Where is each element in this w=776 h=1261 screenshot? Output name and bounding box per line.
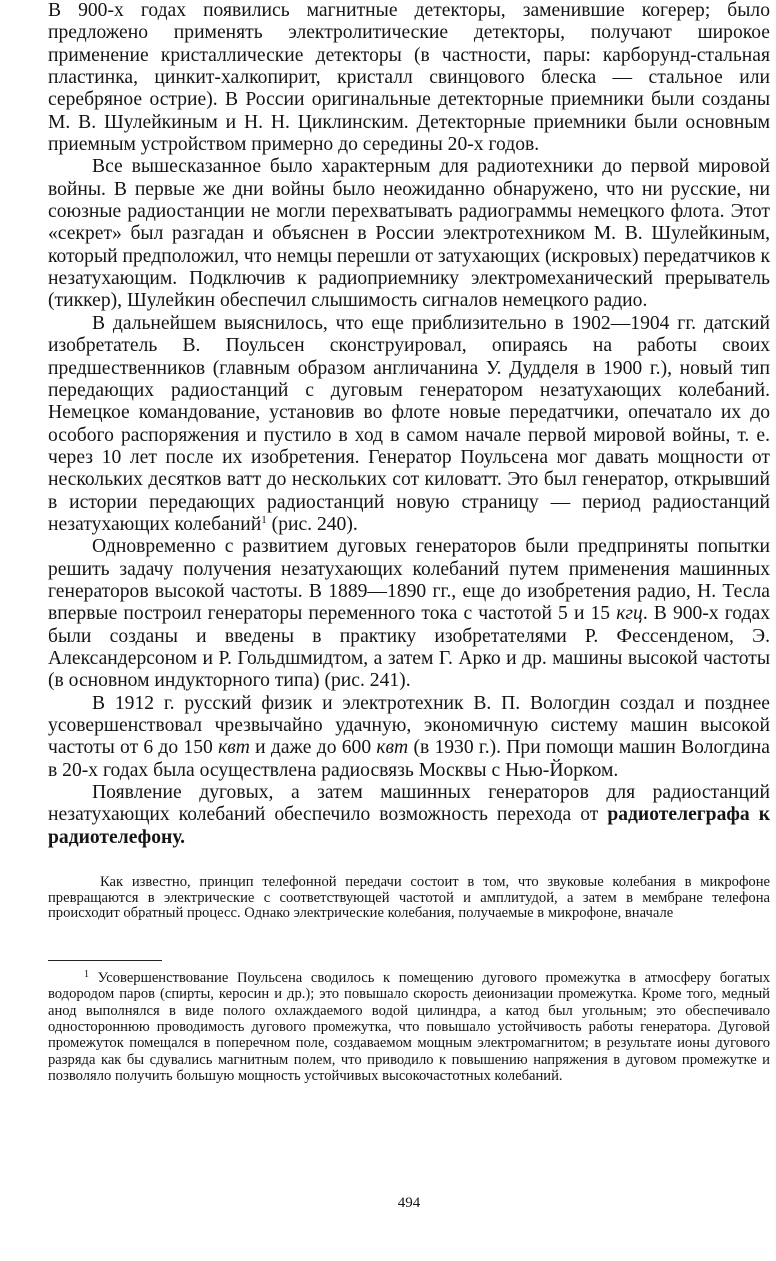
footnote-text: Усовершенствование Поульсена сводилось к помещению дугового промежутка в атмосферу богатых водородом паров (спирты, керосин и др.); это повышало скорость деионизации промежутка. Кроме того, медный анод выполнялся в виде полого охлаждаемого водой цилиндра, а катод был угольным; это обеспечивало одностороннюю проводимость дугового промежутка, что повышало устойчивость работы генератора. Дуговой промежуток помещался в поперечном поле, создаваемом мощным электромагнитом; в результате ионы дугового разряда как бы сдувались магнитным полем, что приводило к повышению напряжения в дуговом промежутке и позволяло получить большую мощность устойчивых высокочастотных колебаний.: [48, 969, 770, 1085]
footnote: [48, 967, 770, 1085]
small-print-paragraph: Как известно, принцип телефонной передачи состоит в том, что звуковые колебания в микрофоне превращаются в электрические с соответствующей частотой и амплитудой, а затем в мембране телефона происходит обратный процесс. Однако электрические колебания, получаемые в микрофоне, вначале: [48, 874, 770, 922]
footnote-reference: 1: [261, 513, 267, 526]
paragraph-poulsen: [48, 313, 770, 536]
main-text-body: [48, 0, 770, 849]
paragraph-machine-generators-text: Одновременно с развитием дуговых генераторов были предприняты попытки решить задачу получения незатухающих колебаний путем применения машинных генераторов высокой частоты. В 1889—1890 гг., еще до изобретения радио, Н. Тесла впервые построил генераторы переменного тока с частотой 5 и 15: [48, 536, 770, 625]
footnote-divider: [48, 960, 162, 961]
paragraph-machine-generators: [48, 536, 770, 692]
unit-kw-2: квт: [376, 737, 409, 759]
paragraph-poulsen-tail: (рис. 240).: [266, 513, 358, 535]
paragraph-radiotelephone-bold: радиотелеграфа к радиотелефону.: [48, 804, 770, 848]
paragraph-vologdin-tail: (в 1930 г.). При помощи машин Вологдина в 20-х годах была осуществлена радиосвязь Москвы с Нью-Йорком.: [48, 737, 770, 781]
paragraph-radiotelephone-text: Появление дуговых, а затем машинных генераторов для радиостанций незатухающих колебаний обеспечило возможность перехода от: [48, 782, 770, 826]
paragraph-machine-generators-tail: . В 900-х годах были созданы и введены в практику изобретателями Р. Фессенденом, Э. Александерсоном и Р. Гольдшмидтом, а затем Г. Арко и др. машины высокой частоты (в основном индукторного типа) (рис. 241).: [48, 603, 770, 692]
paragraph-detectors: В 900-х годах появились магнитные детекторы, заменившие когерер; было предложено применять электролитические детекторы, получают широкое применение кристаллические детекторы (в частности, пары: карборунд-стальная пластинка, цинкит-халкопирит, кристалл свинцового блеска — стальное или серебряное острие). В России оригинальные детекторные приемники были созданы М. В. Шулейкиным и Н. Н. Циклинским. Детекторные приемники были основным приемным устройством примерно до середины 20-х годов.: [48, 0, 770, 156]
paragraph-vologdin: [48, 693, 770, 782]
unit-kw-1: квт: [218, 737, 250, 759]
page-number: 494: [397, 1195, 421, 1211]
paragraph-war-secret: Все вышесказанное было характерным для радиотехники до первой мировой войны. В первые же дни войны было неожиданно обнаружено, что ни русские, ни союзные радиостанции не могли перехватывать радиограммы немецкого флота. Этот «секрет» был разгадан и объяснен в России электротехником М. В. Шулейкиным, который предположил, что немцы перешли от затухающих (искровых) передатчиков к незатухающим. Подключив к радиоприемнику электромеханический прерыватель (тиккер), Шулейкин обеспечил слышимость сигналов немецкого радио.: [48, 156, 770, 312]
paragraph-vologdin-text: В 1912 г. русский физик и электротехник В. П. Вологдин создал и позднее усовершенствовал чрезвычайно удачную, экономичную систему машин высокой частоты от 6 до 150: [48, 692, 770, 759]
paragraph-radiotelephone: [48, 782, 770, 849]
unit-khz: кгц: [616, 603, 643, 625]
paragraph-vologdin-mid: и даже до 600: [249, 737, 377, 759]
footnote-mark: 1: [84, 968, 89, 980]
paragraph-poulsen-text: В дальнейшем выяснилось, что еще приблизительно в 1902—1904 гг. датский изобретатель В. Поульсен сконструировал, опираясь на работы своих предшественников (главным образом англичанина У. Дудделя в 1900 г.), новый тип передающих радиостанций с дуговым генератором незатухающих колебаний. Немецкое командование, установив во флоте новые передатчики, опечатало их до особого распоряжения и пустило в ход в самом начале первой мировой войны, т. е. через 10 лет после их изобретения. Генератор Поульсена мог давать мощности от нескольких десятков ватт до нескольких сот киловатт. Это был генератор, открывший в истории передающих радиостанций новую страницу — период радиостанций незатухающих колебаний: [48, 312, 770, 535]
document-page: [48, 0, 770, 1261]
